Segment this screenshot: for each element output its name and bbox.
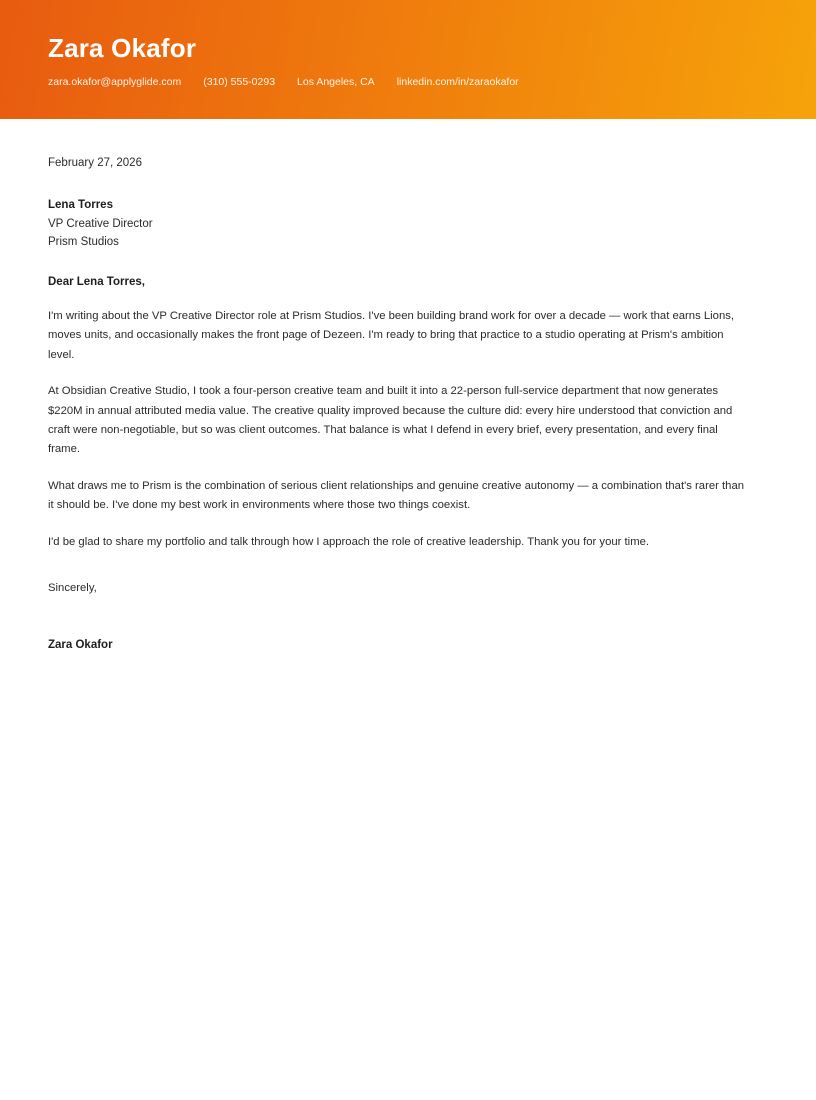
- letter-paragraph-2: At Obsidian Creative Studio, I took a four-person creative team and built it into a 22-person full-service department that now generates $220M in annual attributed media value. The creative quality improved because the culture did: every hire understood that conviction and craft were non-negotiable, but so was client outcomes. That balance is what I defend in every brief, every presentation, and every final frame.: [48, 385, 733, 456]
- letter-closing: Sincerely,: [48, 582, 97, 595]
- letter-date: February 27, 2026: [48, 157, 142, 169]
- letter-body: [0, 119, 816, 651]
- salutation: Dear Lena Torres,: [48, 275, 145, 288]
- contact-linkedin[interactable]: linkedin.com/in/zaraokafor: [396, 75, 519, 88]
- contact-location: Los Angeles, CA: [297, 75, 375, 88]
- letter-signature: Zara Okafor: [48, 639, 113, 652]
- letter-header-band: [0, 0, 816, 119]
- recipient-title: VP Creative Director: [48, 217, 153, 230]
- recipient-name: Lena Torres: [48, 199, 113, 211]
- letter-paragraph-1: I'm writing about the VP Creative Director role at Prism Studios. I've been building brand work for over a decade — work that earns Lions, moves units, and occasionally makes the front page of Dezeen. I'm ready to bring that practice to a studio operating at Prism's ambition level.: [48, 309, 735, 361]
- letter-paragraph-4: I'd be glad to share my portfolio and talk through how I approach the role of creative leadership. Thank you for your time.: [48, 535, 650, 548]
- contact-phone[interactable]: (310) 555-0293: [203, 75, 276, 88]
- header-content: [48, 34, 776, 87]
- letter-paragraph-3: What draws me to Prism is the combination of serious client relationships and genuine creative autonomy — a combination that's rarer than it should be. I've done my best work in environments where those two things coexist.: [48, 479, 745, 512]
- contact-row: [48, 77, 776, 88]
- recipient-block: [48, 196, 748, 252]
- contact-email[interactable]: zara.okafor@applyglide.com: [48, 75, 182, 88]
- page-title: Zara Okafor: [48, 33, 197, 63]
- recipient-company: Prism Studios: [48, 236, 119, 249]
